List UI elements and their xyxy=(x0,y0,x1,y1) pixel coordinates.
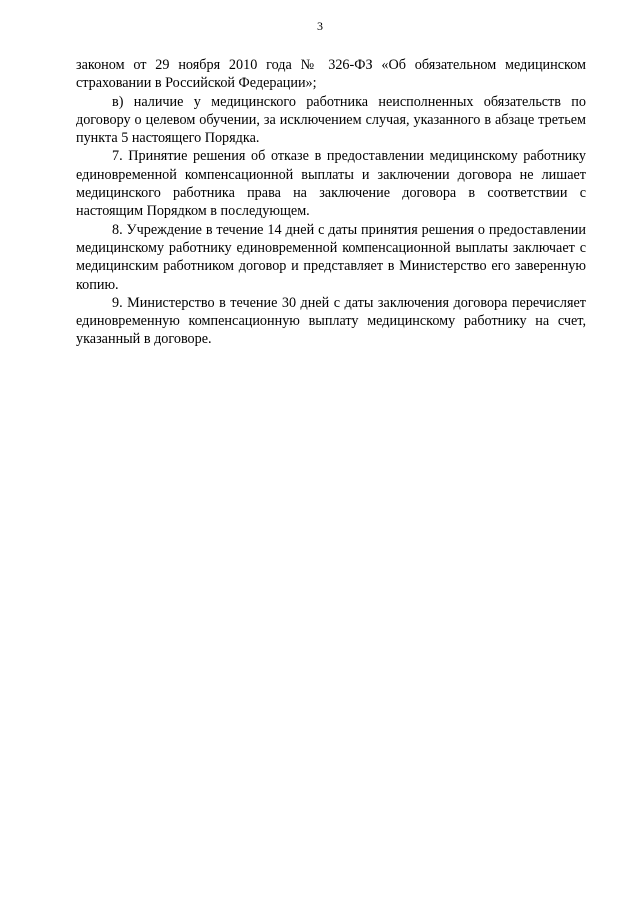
paragraph-7: 7. Принятие решения об отказе в предоставлении медицинскому работнику единовременной компенсационной выплаты и заключении договора не лишает медицинского работника права на заключение договора в соответствии с настоящим Порядком в последующем. xyxy=(76,148,586,220)
paragraph-8: 8. Учреждение в течение 14 дней с даты принятия решения о предоставлении медицинскому работнику единовременной компенсационной выплаты заключает с медицинским работником договор и представляет в Министерство его заверенную копию. xyxy=(76,221,586,293)
paragraph-item-v: в) наличие у медицинского работника неисполненных обязательств по договору о целевом обучении, за исключением случая, указанного в абзаце третьем пункта 5 настоящего Порядка. xyxy=(76,93,586,147)
page-number: 3 xyxy=(317,19,323,33)
document-body xyxy=(76,56,586,349)
paragraph-9: 9. Министерство в течение 30 дней с даты заключения договора перечисляет единовременную компенсационную выплату медицинскому работнику на счет, указанный в договоре. xyxy=(76,294,586,348)
paragraph-continuation: законом от 29 ноября 2010 года № 326-ФЗ «Об обязательном медицинском страховании в Российской Федерации»; xyxy=(76,57,586,92)
